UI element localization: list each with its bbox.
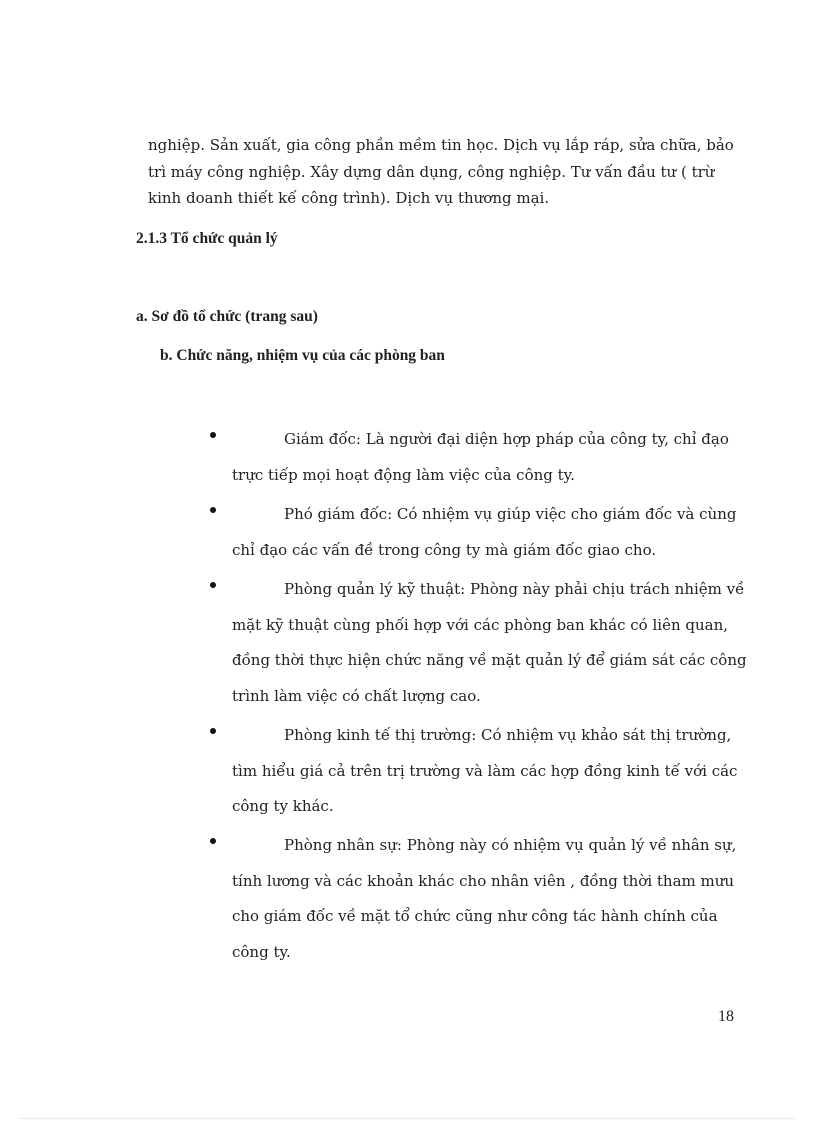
list-item [0,828,816,974]
intro-line: trì máy công nghiệp. Xây dựng dân dụng, công nghiệp. Tư vấn đầu tư ( trừ [148,162,715,181]
list-item-text: Phòng nhân sự: Phòng này có nhiệm vụ quản lý về nhân sự, tính lương và các khoản khác cho nhân viên , đồng thời tham mưu cho giám đốc về mặt tổ chức cũng như công tác hành chính của công ty. [232,836,737,961]
department-list [0,422,816,974]
bullet-icon [210,838,216,844]
bullet-icon [210,582,216,588]
page-bottom-divider [20,1118,796,1119]
subheading-b: b. Chức năng, nhiệm vụ của các phòng ban [160,347,445,364]
list-item-text: Phòng quản lý kỹ thuật: Phòng này phải chịu trách nhiệm về mặt kỹ thuật cùng phối hợp với các phòng ban khác có liên quan, đồng thời thực hiện chức năng về mặt quản lý để giám sát các công trình làm việc có chất lượng cao. [232,580,747,705]
page-number: 18 [718,1008,734,1025]
intro-line: nghiệp. Sản xuất, gia công phần mềm tin học. Dịch vụ lắp ráp, sửa chữa, bảo [148,136,734,154]
section-heading: 2.1.3 Tổ chức quản lý [136,230,278,247]
bullet-icon [210,507,216,513]
bullet-icon [210,728,216,734]
list-item [0,422,816,497]
list-item [0,572,816,718]
subheading-a: a. Sơ đồ tổ chức (trang sau) [136,308,318,325]
list-item-text: Giám đốc: Là người đại diện hợp pháp của công ty, chỉ đạo trực tiếp mọi hoạt động làm việc của công ty. [232,430,729,484]
intro-line: kinh doanh thiết kế công trình). Dịch vụ thương mại. [148,189,550,207]
list-item [0,718,816,828]
intro-paragraph [148,132,748,212]
list-item-text: Phó giám đốc: Có nhiệm vụ giúp việc cho giám đốc và cùng chỉ đạo các vấn đề trong công ty mà giám đốc giao cho. [232,505,737,559]
bullet-icon [210,432,216,438]
list-item-text: Phòng kinh tế thị trường: Có nhiệm vụ khảo sát thị trường, tìm hiểu giá cả trên trị trường và làm các hợp đồng kinh tế với các công ty khác. [232,726,738,815]
list-item [0,497,816,572]
